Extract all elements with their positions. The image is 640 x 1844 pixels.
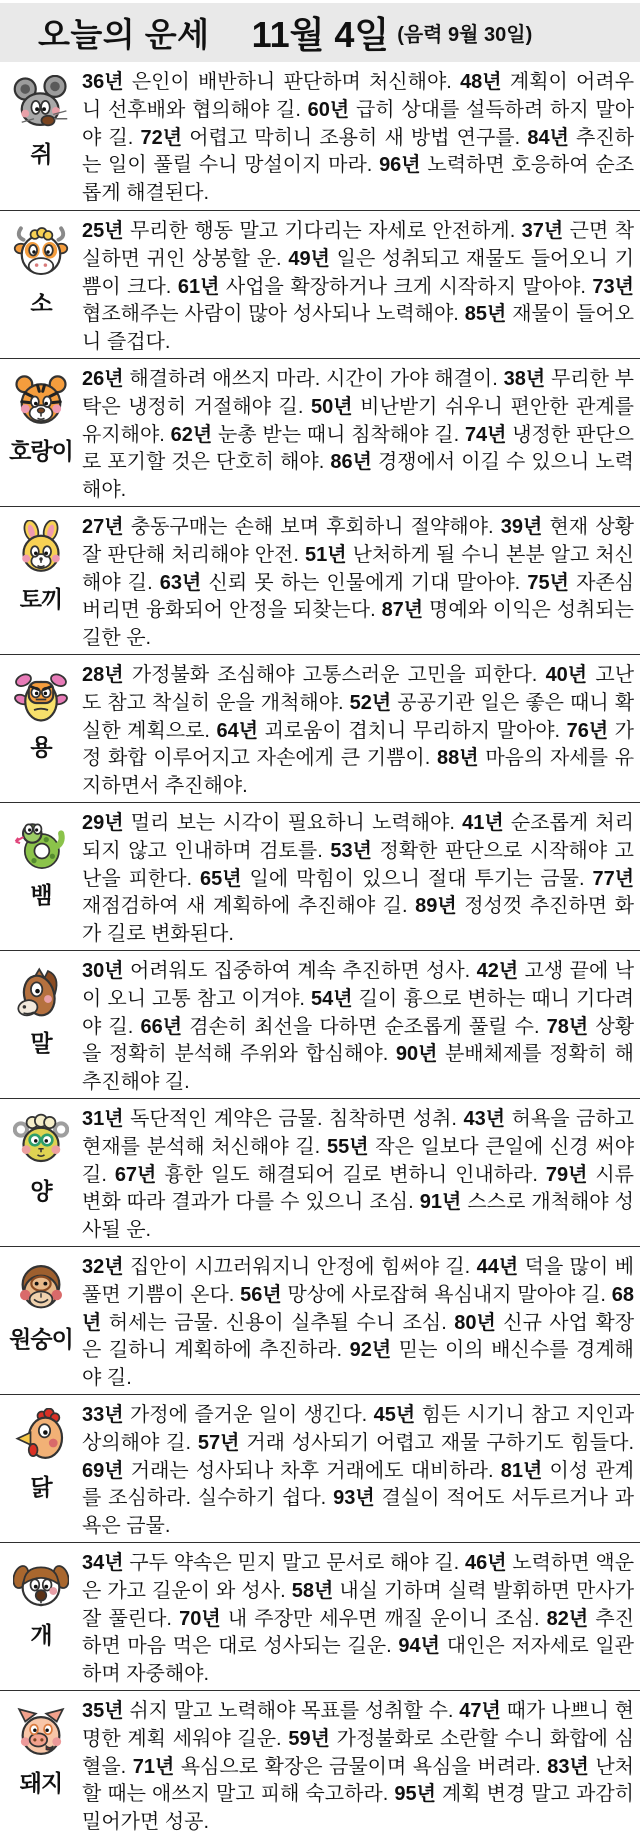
fortune-sentence: 힘든 시기니 참고 지인과 상의해야 길. [82, 1404, 635, 1454]
year-badge: 84년 [527, 126, 569, 149]
fortune-sentence: 길이 흉으로 변하는 때니 기다려야 길. [82, 987, 635, 1038]
fortune-sentence: 난처하게 될 수니 본분 알고 처신해야 길. [82, 543, 635, 594]
year-badge: 31년 [82, 1108, 124, 1130]
year-badge: 62년 [170, 423, 213, 446]
year-badge: 58년 [291, 1579, 334, 1602]
animal-cell [0, 507, 82, 654]
fortune-sentence: 계획이 어려우니 선후배와 협의해야 길. [82, 71, 635, 121]
year-badge: 82년 [546, 1607, 589, 1630]
fortune-sentence: 급히 상대를 설득하려 하지 말아야 길. [82, 98, 635, 149]
year-badge: 72년 [140, 126, 183, 149]
fortune-sentence: 작은 일보다 큰일에 신경 써야 길. [82, 1135, 635, 1186]
fortune-sentence: 구두 약속은 믿지 말고 문서로 해야 길. [129, 1552, 460, 1574]
fortune-sentence: 사업을 확장하거나 크게 시작하지 말아야. [225, 275, 586, 298]
zodiac-section-tiger [0, 358, 640, 506]
animal-cell [0, 1543, 82, 1690]
fortune-sentence: 흉한 일도 해결되어 길로 변하니 인내하라. [164, 1163, 538, 1186]
fortune-sentence: 노력하면 호응하여 순조롭게 해결된다. [82, 154, 635, 205]
fortune-sentence: 가정에 즐거운 일이 생긴다. [129, 1404, 368, 1426]
fortune-sentence: 자존심 버리면 융화되어 안정을 되찾는다. [82, 571, 635, 622]
fortune-sentence: 노력하면 액운은 가고 길운이 와 성사. [82, 1552, 635, 1602]
zodiac-section-dragon [0, 654, 640, 802]
year-badge: 70년 [179, 1607, 221, 1630]
fortune-text [82, 1543, 640, 1690]
year-badge: 32년 [82, 1256, 124, 1278]
fortune-sentence: 경쟁에서 이길 수 있으니 노력해야. [82, 451, 634, 502]
year-badge: 42년 [476, 960, 519, 982]
year-badge: 37년 [521, 220, 564, 242]
dragon-icon [13, 668, 69, 724]
tiger-icon [13, 372, 69, 428]
animal-cell [0, 803, 82, 950]
fortune-sentence: 공공기관 일은 좋은 때니 확실한 계획으로. [82, 691, 635, 742]
fortune-sentence: 믿는 이의 배신수를 경계해야 길. [82, 1339, 634, 1390]
fortune-sentence: 망상에 사로잡혀 욕심내지 말아야 길. [287, 1283, 606, 1306]
dog-icon [13, 1556, 69, 1612]
animal-label: 토끼 [19, 586, 63, 612]
year-badge: 96년 [379, 154, 421, 177]
year-badge: 25년 [82, 220, 124, 242]
zodiac-section-rabbit [0, 506, 640, 654]
fortune-text [82, 1395, 640, 1542]
page-header [0, 3, 640, 62]
fortune-sentence: 난처할 때는 애쓰지 말고 피해 숙고하라. [82, 1755, 634, 1806]
year-badge: 36년 [82, 71, 124, 93]
rabbit-icon [13, 520, 69, 576]
year-badge: 60년 [307, 98, 350, 121]
animal-label: 말 [30, 1030, 52, 1056]
fortune-sentence: 욕심으로 확장은 금물이며 욕심을 버려라. [180, 1755, 541, 1778]
year-badge: 59년 [288, 1727, 330, 1750]
year-badge: 57년 [197, 1431, 240, 1454]
year-badge: 85년 [464, 303, 507, 326]
fortune-sentence: 재물이 들어오니 즐겁다. [82, 303, 635, 354]
year-badge: 95년 [394, 1783, 436, 1806]
year-badge: 50년 [311, 395, 353, 418]
animal-label: 쥐 [30, 141, 52, 167]
year-badge: 61년 [177, 275, 220, 298]
year-badge: 56년 [240, 1283, 282, 1306]
year-badge: 45년 [373, 1404, 416, 1426]
zodiac-section-pig [0, 1690, 640, 1838]
animal-cell [0, 1691, 82, 1838]
year-badge: 40년 [545, 664, 588, 686]
zodiac-section-snake [0, 802, 640, 950]
year-badge: 81년 [500, 1459, 543, 1482]
fortune-text [82, 803, 640, 950]
year-badge: 90년 [395, 1043, 438, 1066]
year-badge: 83년 [547, 1755, 589, 1778]
fortune-sentence: 허욕을 금하고 현재를 분석해 처신해야 길. [82, 1108, 634, 1158]
fortune-sentence: 시류 변화 따라 결과가 다를 수 있으니 조심. [82, 1163, 634, 1214]
fortune-sentence: 비난받기 쉬우니 편안한 관계를 유지해야. [82, 395, 634, 446]
year-badge: 75년 [527, 571, 569, 594]
year-badge: 41년 [462, 812, 504, 834]
year-badge: 73년 [592, 275, 634, 298]
snake-icon [13, 816, 69, 872]
fortune-sentence: 스스로 개척해야 성사될 운. [82, 1191, 634, 1242]
year-badge: 65년 [200, 867, 242, 890]
monkey-icon [13, 1260, 69, 1316]
zodiac-section-rooster [0, 1394, 640, 1542]
fortune-sentence: 신뢰 못 하는 인물에게 기대 말아야. [208, 571, 521, 594]
animal-cell [0, 655, 82, 802]
fortune-sentence: 집안이 시끄러워지니 안정에 힘써야 길. [129, 1256, 471, 1278]
lunar-date-label: (음력 9월 30일) [397, 24, 533, 46]
fortune-sentence: 이성 관계를 조심하라. 실수하기 쉽다. [82, 1459, 635, 1510]
fortune-sentence: 겸손히 최선을 다하면 순조롭게 풀릴 수. [189, 1015, 540, 1038]
date-label: 11월 4일 [251, 14, 390, 55]
year-badge: 71년 [132, 1755, 175, 1778]
fortune-sentence: 냉정한 판단으로 포기할 것은 단호히 해야. [82, 423, 634, 474]
year-badge: 86년 [330, 451, 372, 474]
year-badge: 87년 [381, 599, 424, 622]
fortune-sentence: 은인이 배반하니 판단하며 처신해야. [131, 71, 452, 93]
year-badge: 35년 [82, 1700, 124, 1722]
year-badge: 43년 [463, 1108, 506, 1130]
fortune-sentence: 계획 변경 말고 과감히 밀어가면 성공. [82, 1783, 635, 1834]
fortune-sentence: 고난도 참고 착실히 운을 개척해야. [82, 664, 635, 714]
ox-icon [13, 224, 69, 280]
fortune-sentence: 가정불화로 소란할 수니 화합에 심혈을. [82, 1727, 635, 1778]
year-badge: 76년 [566, 719, 609, 742]
year-badge: 74년 [464, 423, 507, 446]
fortune-sentence: 때가 나쁘니 현명한 계획 세워야 길운. [82, 1700, 635, 1750]
year-badge: 80년 [454, 1311, 496, 1334]
year-badge: 27년 [82, 516, 124, 538]
fortune-sentence: 멀리 보는 시각이 필요하니 노력해야. [130, 812, 455, 834]
fortune-sentence: 일은 성취되고 재물도 들어오니 기쁨이 크다. [82, 247, 635, 298]
fortune-sentence: 어려워도 집중하여 계속 추진하면 성사. [129, 960, 471, 982]
fortune-text [82, 507, 640, 654]
animal-cell [0, 1395, 82, 1542]
zodiac-section-horse [0, 950, 640, 1098]
fortune-sentence: 괴로움이 겹치니 무리하지 말아야. [264, 719, 561, 742]
year-badge: 88년 [437, 747, 479, 770]
fortune-sentence: 충동구매는 손해 보며 후회하니 절약해야. [130, 516, 494, 538]
fortune-sentence: 신규 사업 확장은 길하니 계획하에 추진하라. [82, 1311, 635, 1362]
animal-cell [0, 211, 82, 358]
animal-label: 닭 [30, 1474, 52, 1500]
fortune-sentence: 쉬지 말고 노력해야 목표를 성취할 수. [129, 1700, 454, 1722]
fortune-sentence: 추진하면 마음 먹은 대로 성사되는 길운. [82, 1607, 635, 1658]
year-badge: 33년 [82, 1404, 124, 1426]
animal-label: 개 [30, 1622, 52, 1648]
fortune-sentence: 협조해주는 사람이 많아 성사되나 노력해야. [82, 303, 459, 326]
fortune-sentence: 해결하려 애쓰지 마라. 시간이 가야 해결이. [129, 368, 498, 390]
fortune-text [82, 62, 640, 210]
animal-cell [0, 951, 82, 1098]
year-badge: 55년 [326, 1135, 369, 1158]
fortune-sentence: 덕을 많이 베풀면 기쁨이 온다. [82, 1256, 635, 1306]
fortune-sentence: 정성껏 추진하면 화가 길로 변화된다. [82, 895, 634, 946]
animal-cell [0, 1099, 82, 1246]
fortune-sentence: 허세는 금물. 신용이 실추될 수니 조심. [108, 1311, 447, 1334]
year-badge: 63년 [159, 571, 202, 594]
zodiac-section-ox [0, 210, 640, 358]
animal-cell [0, 62, 82, 210]
fortune-sentence: 순조롭게 처리되지 않고 인내하며 검토를. [82, 812, 635, 862]
year-badge: 93년 [333, 1487, 375, 1510]
fortune-sentence: 무리한 행동 말고 기다리는 자세로 안전하게. [129, 220, 516, 242]
pig-icon [13, 1704, 69, 1760]
year-badge: 26년 [82, 368, 124, 390]
animal-label: 호랑이 [9, 438, 73, 464]
fortune-sentence: 재점검하여 새 계획하에 추진해야 길. [82, 895, 408, 918]
year-badge: 91년 [419, 1191, 462, 1214]
zodiac-section-sheep [0, 1098, 640, 1246]
year-badge: 46년 [465, 1552, 507, 1574]
year-badge: 67년 [114, 1163, 157, 1186]
animal-label: 용 [30, 734, 52, 760]
year-badge: 30년 [82, 960, 124, 982]
fortune-text [82, 1247, 640, 1394]
fortune-text [82, 1691, 640, 1838]
year-badge: 38년 [503, 368, 546, 390]
fortune-sentence: 거래 성사되기 어렵고 재물 구하기도 힘들다. [246, 1431, 635, 1454]
fortune-sentence: 근면 착실하면 귀인 상봉할 운. [82, 220, 635, 270]
year-badge: 44년 [476, 1256, 519, 1278]
year-badge: 52년 [349, 691, 392, 714]
fortune-text [82, 655, 640, 802]
year-badge: 77년 [592, 867, 635, 890]
fortune-sentence: 분배체제를 정확히 해 추진해야 길. [82, 1043, 634, 1094]
fortune-sentence: 고생 끝에 낙이 오니 고통 참고 이겨야. [82, 960, 635, 1010]
page-title: 오늘의 운세 [38, 16, 210, 53]
animal-label: 돼지 [19, 1770, 63, 1796]
fortune-sentence: 내 주장만 세우면 깨질 운이니 조심. [227, 1607, 540, 1630]
animal-cell [0, 1247, 82, 1394]
rooster-icon [13, 1408, 69, 1464]
fortune-sentence: 거래는 성사되나 차후 거래에도 대비하라. [130, 1459, 494, 1482]
fortune-sentence: 추진하는 일이 풀릴 수니 망설이지 마라. [82, 126, 635, 177]
fortune-sentence: 가정불화 조심해야 고통스러운 고민을 피한다. [131, 664, 538, 686]
year-badge: 53년 [330, 839, 372, 862]
zodiac-section-monkey [0, 1246, 640, 1394]
year-badge: 68년 [82, 1283, 634, 1334]
year-badge: 34년 [82, 1552, 124, 1574]
year-badge: 94년 [398, 1635, 440, 1658]
fortune-sentence: 어렵고 막히니 조용히 새 방법 연구를. [189, 126, 521, 149]
fortune-sentence: 무리한 부탁은 냉정히 거절해야 길. [82, 368, 634, 418]
fortune-sentence: 상황을 정확히 분석해 주위와 합심해야. [82, 1015, 635, 1066]
year-badge: 78년 [546, 1015, 589, 1038]
animal-label: 양 [30, 1178, 52, 1204]
fortune-sentence: 대인은 저자세로 일관하며 자중해야. [82, 1635, 635, 1686]
fortune-text [82, 951, 640, 1098]
fortune-text [82, 211, 640, 358]
rat-icon [13, 75, 69, 131]
fortune-sentence: 내실 기하며 실력 발휘하면 만사가 잘 풀린다. [82, 1579, 635, 1630]
fortune-sentence: 가정 화합 이루어지고 자손에게 큰 기쁨이. [82, 719, 634, 770]
year-badge: 29년 [82, 812, 124, 834]
year-badge: 79년 [545, 1163, 588, 1186]
year-badge: 51년 [304, 543, 347, 566]
fortune-sentence: 정확한 판단으로 시작해야 고난을 피한다. [82, 839, 634, 890]
fortune-sentence: 독단적인 계약은 금물. 침착하면 성취. [130, 1108, 457, 1130]
sheep-icon [13, 1112, 69, 1168]
zodiac-section-dog [0, 1542, 640, 1690]
horse-icon [13, 964, 69, 1020]
fortune-sentence: 결실이 적어도 서두르거나 과욕은 금물. [82, 1487, 634, 1538]
year-badge: 47년 [459, 1700, 501, 1722]
fortune-sentence: 명예와 이익은 성취되는 길한 운. [82, 599, 634, 650]
animal-label: 뱀 [30, 882, 52, 908]
year-badge: 64년 [216, 719, 259, 742]
animal-label: 소 [30, 290, 52, 316]
fortune-text [82, 359, 640, 506]
year-badge: 28년 [82, 664, 124, 686]
year-badge: 92년 [349, 1339, 392, 1362]
year-badge: 48년 [460, 71, 502, 93]
fortune-sentence: 현재 상황 잘 판단해 처리해야 안전. [82, 516, 635, 566]
fortune-sentence: 마음의 자세를 유지하면서 추진해야. [82, 747, 635, 798]
fortune-sentence: 눈총 받는 때니 침착해야 길. [217, 423, 460, 446]
zodiac-section-rat [0, 62, 640, 210]
year-badge: 49년 [288, 247, 330, 270]
year-badge: 69년 [82, 1459, 124, 1482]
fortune-text [82, 1099, 640, 1246]
year-badge: 54년 [311, 987, 353, 1010]
year-badge: 39년 [500, 516, 543, 538]
fortune-sentence: 일에 막힘이 있으니 절대 투기는 금물. [249, 867, 585, 890]
year-badge: 89년 [415, 895, 457, 918]
animal-label: 원숭이 [9, 1326, 73, 1352]
year-badge: 66년 [140, 1015, 183, 1038]
animal-cell [0, 359, 82, 506]
